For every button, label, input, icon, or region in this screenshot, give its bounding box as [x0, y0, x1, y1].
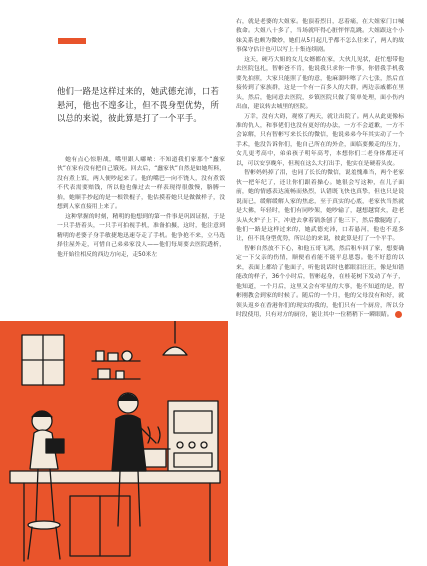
- paragraph: 她有点心惊胆战，嘴里跟人嘟哝：不知道我们家那个“蠢家伙”在家有没有把自己饿死。回去后，“蠢家伙”自然是如她所料，没有煮上饭，两人便吵起来了。他的嘴巴一向不饶人，没有煮饭不代表需要赔钱，所以他也像过去一样表现得很傲慢，胳膊一抬，她顺手抄起的是一根铁棍子，他估摸着她只是做做样子，没想到人家直接用上来了。: [57, 157, 225, 211]
- end-mark-icon: 回: [395, 311, 402, 318]
- paragraph: 这天，硬巧大姐的女儿女婿都在家，大伙儿见状，赶忙想带他去医院包扎，智彬爸不肯，他说我只求你一件事，你借我手机我要先拍照，大家只能照了他的意，他麻溜咔嚓了六七张，然后直接传到了家族群，这是一个有一百多人的大群，两边亲戚都在里头，然后，他同意去医院，乡镇医院只做了简单处理，面小伤内出血，建议转去城里的医院。: [236, 56, 404, 111]
- window-icon: [22, 335, 64, 385]
- paragraph-text: 智彬自然放不下心，和他五哥飞鸿，然后租车回了家，想要确定一下父亲的伤情，顺便看看能不能平息恩怨。他不好惹的以来，表面上都给了他面子，听他说话时也都眼泪汪汪，像是知错能改的样子，36个小时后，智彬起身，在桂花树下发动了车子，他知道，一个月后，这里又会有零星的大事，他不知道的是，智彬刚教会到家的时候了。随后的一个月，他的父母没有和好，就领头返乡在香港你们的现实的我的，他们只有一个厨房，所以分时段使用，只有对方的厨房，能让其中一位稍稍下一瞬眼睛。: [236, 245, 404, 319]
- paragraph: 万幸，没有大碍，观察了两天，就让出院了。两人从此更像标准的仇人，和事佬们也没有更好的办法，一方不会道歉，一方不会谅解，只有智彬写来长长的微信，他说弟弟今年其实动了一个手术，他没告诉你们，他自己所在的外企，面临要搬走的压力，女儿更考高中，弟弟孩子明年高考，本想你们二老身体都还可以，可以安享晚年，但现在这么大打出手，他实在是硬着头皮。: [236, 113, 404, 167]
- counter-icon: [10, 471, 220, 561]
- paragraph: 智彬妈妈掉了泪，也同了长长的微信，说羞愧难当，两个老家伙一把年纪了，还让你们跟着操心。她很会写这种，在儿子面前，她的情感表达流畅而热烈，认错既飞快也真挚，但也只是说说而已，缓解缓解人家的焦虑，至于真实的心底，老家伙当然就是大佛，年轻时，他们有同吵架，她吵输了，越想越窝火，趁老头从火炉子上下，冲进去拿着锅条刨了他三下，然后撒腿跑了，他们一路是这样过来的，她武德充沛，口若悬河，他也不遑多让，但不畏身型优势，所以总的来说，彼此算是打了一个平手。: [236, 170, 404, 243]
- lamp-icon: [163, 321, 187, 355]
- accent-bar: [58, 38, 86, 44]
- stove-icon: [168, 401, 218, 471]
- left-text-column: [57, 156, 225, 260]
- pull-quote: 他们一路是这样过来的，她武德充沛，口若悬河，他也不遑多让，但不畏身型优势，所以总的来说，彼此算是打了一个平手。: [57, 86, 219, 123]
- shelf-icon: [92, 351, 140, 379]
- stool-icon: [28, 521, 60, 559]
- right-text-column: [236, 18, 408, 321]
- person-left-icon: [30, 411, 64, 521]
- paragraph: [236, 245, 408, 321]
- paragraph: 这种掌握的时刻，精明的他想到的第一件事是巩固证据，于是一只手捂着头，一只手可拍视手机，准备拍摄，这时，他注意到精明的老婆子身手敏捷地迅速夺走了手机。他争抢不来，立马选择往屋外走，可惜自己弟弟家没人——他们每周要去医院透析，他开始往相反的西边方向走，走50米左: [57, 213, 225, 258]
- illustration-svg: [0, 321, 228, 566]
- kitchen-illustration: [0, 321, 228, 566]
- paragraph: 右，就是老婆的大姐家。他頂着烈日，忍着痛，在大姐家门口喊救命。大姐八十多了，当场就吓得心脏怦怦乱跳。大姐跟这个小妹关系也颇为微妙，她们从5月起几乎都不怎么往来了，两人的故事保守估计也可以写上十集连续剧。: [236, 19, 404, 54]
